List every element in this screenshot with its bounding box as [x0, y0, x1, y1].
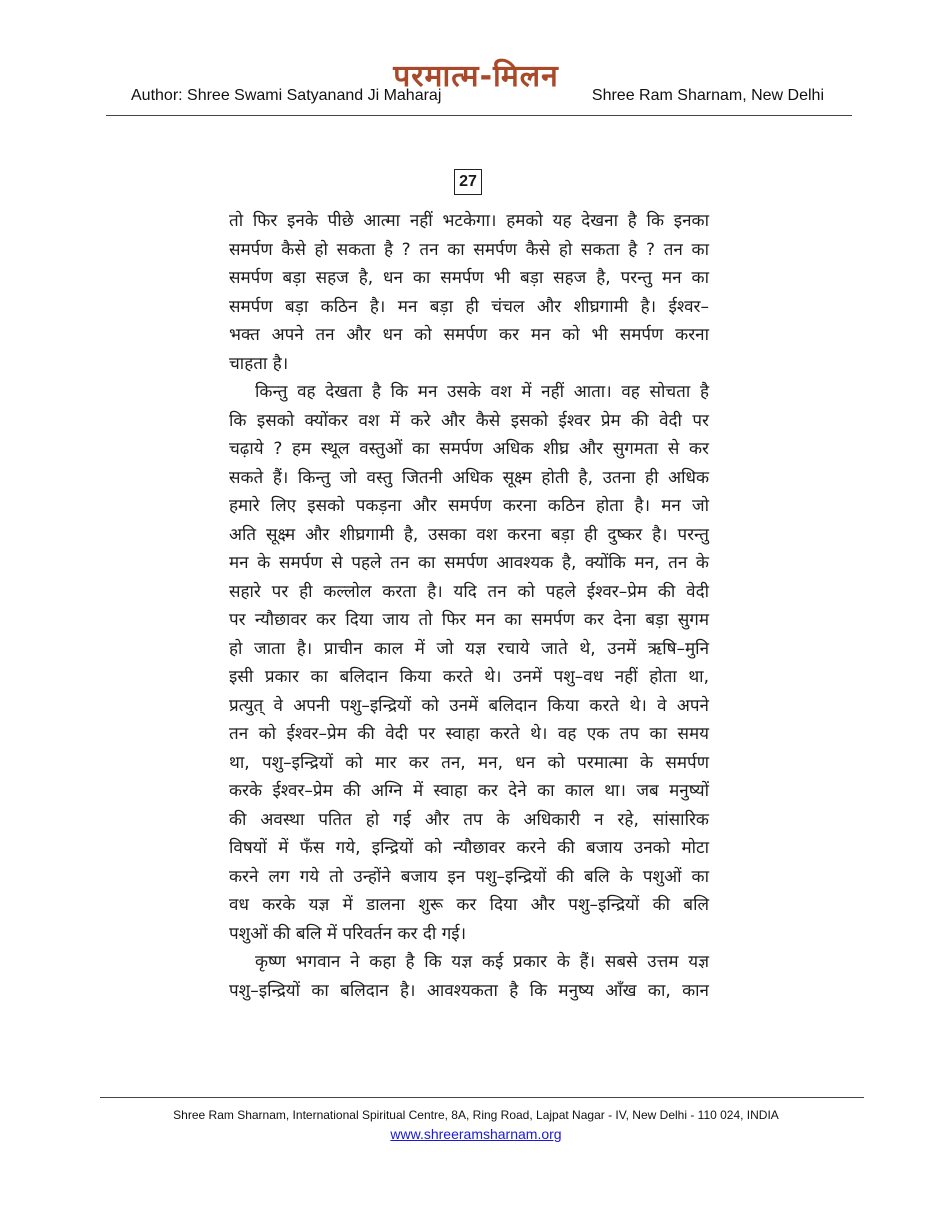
text-line: था, पशु–इन्द्रियों को मार कर तन, मन, धन को परमात्मा के समर्पण [229, 752, 709, 773]
text-line: पर न्यौछावर कर दिया जाय तो फिर मन का समर्पण कर देना बड़ा सुगम [229, 610, 709, 630]
footer-address: Shree Ram Sharnam, International Spiritual Centre, 8A, Ring Road, Lajpat Nagar - IV, New Delhi - 110 024, INDIA [173, 1108, 779, 1122]
text-line: समर्पण बड़ा कठिन है। मन बड़ा ही चंचल और शीघ्रगामी है। ईश्वर– [229, 296, 709, 317]
header-divider [106, 115, 852, 116]
text-line: किन्तु वह देखता है कि मन उसके वश में नहीं आता। वह सोचता है [255, 382, 709, 402]
text-line: कि इसको क्योंकर वश में करे और कैसे इसको ईश्वर प्रेम की वेदी पर [229, 410, 709, 431]
footer-divider [100, 1097, 864, 1098]
text-line: समर्पण बड़ा सहज है, धन का समर्पण भी बड़ा सहज है, परन्तु मन का [229, 268, 709, 288]
text-line: चाहता है। [229, 353, 289, 374]
text-line: भक्त अपने तन और धन को समर्पण कर मन को भी समर्पण करना [229, 325, 709, 345]
text-line: प्रत्युत् वे अपनी पशु–इन्द्रियों को उनमें बलिदान किया करते थे। वे अपने [229, 695, 709, 716]
text-line: हो जाता है। प्राचीन काल में जो यज्ञ रचाये जाते थे, उनमें ऋषि–मुनि [229, 638, 709, 659]
author-line: Author: Shree Swami Satyanand Ji Maharaj [131, 87, 442, 104]
text-line: तन को ईश्वर–प्रेम की वेदी पर स्वाहा करते थे। वह एक तप का समय [229, 724, 709, 744]
publisher-line: Shree Ram Sharnam, New Delhi [591, 87, 824, 104]
text-line: चढ़ाये ? हम स्थूल वस्तुओं का समर्पण अधिक शीघ्र और सुगमता से कर [229, 439, 709, 459]
text-line: सकते हैं। किन्तु जो वस्तु जितनी अधिक सूक्ष्म होती है, उतना ही अधिक [229, 467, 709, 488]
text-line: पशुओं की बलि में परिवर्तन कर दी गई। [229, 923, 467, 944]
text-line: मन के समर्पण से पहले तन का समर्पण आवश्यक है, क्योंकि मन, तन के [229, 553, 709, 573]
body-text [229, 207, 709, 1005]
text-line: वध करके यज्ञ में डालना शुरू कर दिया और पशु–इन्द्रियों की बलि [229, 895, 709, 915]
text-line: कृष्ण भगवान ने कहा है कि यज्ञ कई प्रकार के हैं। सबसे उत्तम यज्ञ [255, 952, 709, 972]
text-line: सहारे पर ही कल्लोल करता है। यदि तन को पहले ईश्वर–प्रेम की वेदी [229, 581, 709, 602]
page-number: 27 [454, 169, 482, 195]
text-line: हमारे लिए इसको पकड़ना और समर्पण करना कठिन होता है। मन जो [229, 496, 709, 516]
text-line: करके ईश्वर–प्रेम की अग्नि में स्वाहा कर देने का काल था। जब मनुष्यों [229, 781, 709, 801]
text-line: विषयों में फँस गये, इन्द्रियों को न्यौछावर करने की बजाय उनको मोटा [229, 838, 709, 858]
text-line: पशु–इन्द्रियों का बलिदान है। आवश्यकता है कि मनुष्य आँख का, कान [229, 980, 709, 1001]
text-line: समर्पण कैसे हो सकता है ? तन का समर्पण कैसे हो सकता है ? तन का [229, 239, 709, 260]
website-link[interactable]: www.shreeramsharnam.org [390, 1126, 562, 1142]
text-line: की अवस्था पतित हो गई और तप के अधिकारी न रहे, सांसारिक [229, 809, 709, 830]
text-line: इसी प्रकार का बलिदान किया करते थे। उनमें पशु–वध नहीं होता था, [229, 667, 709, 687]
text-line: तो फिर इनके पीछे आत्मा नहीं भटकेगा। हमको यह देखना है कि इनका [229, 211, 709, 231]
book-title: परमात्म-मिलन [393, 59, 559, 94]
text-line: अति सूक्ष्म और शीघ्रगामी है, उसका वश करना बड़ा ही दुष्कर है। परन्तु [229, 524, 709, 545]
text-line: करने लग गये तो उन्होंने बजाय इन पशु–इन्द्रियों की बलि के पशुओं का [229, 866, 709, 887]
